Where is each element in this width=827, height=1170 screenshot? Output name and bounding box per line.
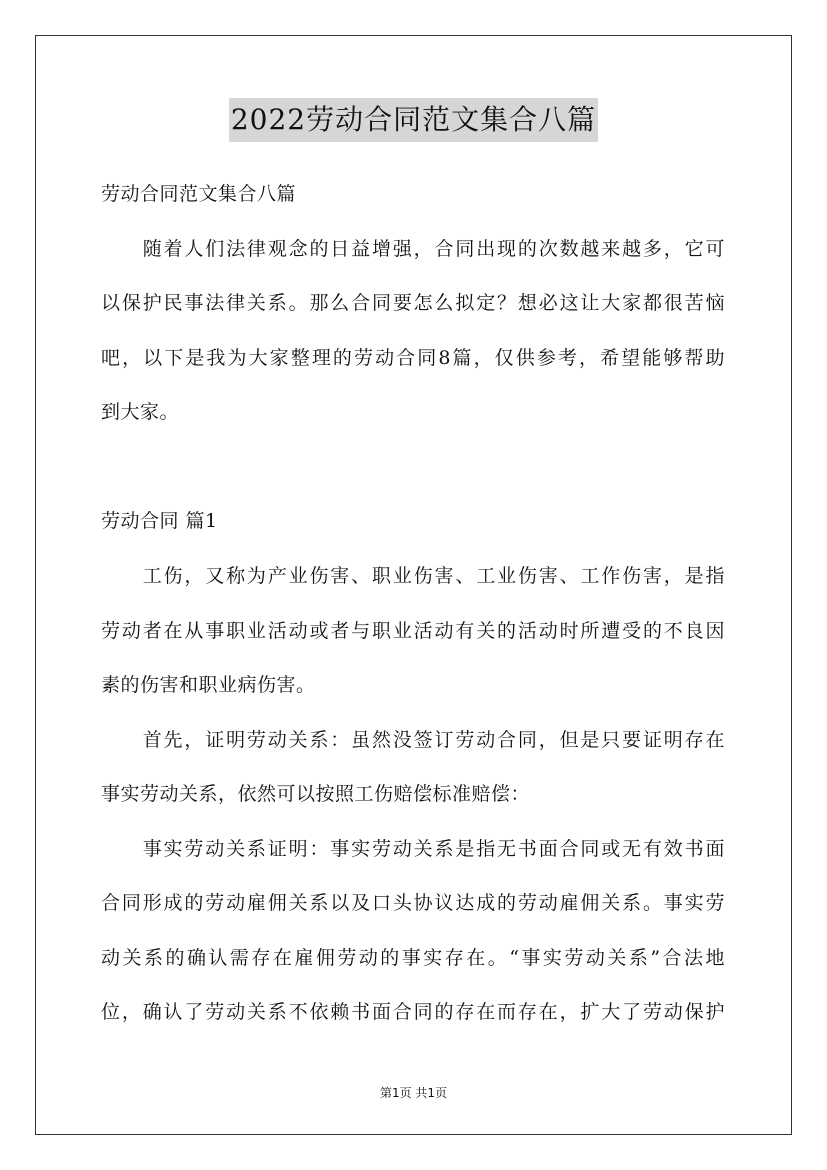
- body-line: 首先，证明劳动关系：虽然没签订劳动合同，但是只要证明存在: [101, 729, 725, 751]
- page-footer: 第1页 共1页: [379, 1086, 448, 1100]
- body-line: 吧，以下是我为大家整理的劳动合同8篇，仅供参考，希望能够帮助: [101, 347, 725, 369]
- body-line: 以保护民事法律关系。那么合同要怎么拟定？想必这让大家都很苦恼: [101, 292, 725, 314]
- body-line: 事实劳动关系证明：事实劳动关系是指无书面合同或无有效书面: [101, 838, 725, 860]
- subtitle-line: 劳动合同范文集合八篇: [101, 183, 297, 205]
- body-line: 素的伤害和职业病伤害。: [101, 674, 316, 696]
- body-line: 随着人们法律观念的日益增强，合同出现的次数越来越多，它可: [101, 238, 725, 260]
- body-line: 合同形成的劳动雇佣关系以及口头协议达成的劳动雇佣关系。事实劳: [101, 892, 725, 914]
- body-line: 到大家。: [101, 401, 180, 423]
- document-title-wrap: [0, 98, 827, 142]
- body-line: 位，确认了劳动关系不依赖书面合同的存在而存在，扩大了劳动保护: [101, 1001, 725, 1023]
- body-line: 动关系的确认需存在雇佣劳动的事实存在。“事实劳动关系”合法地: [101, 947, 725, 969]
- body-line: 工伤，又称为产业伤害、职业伤害、工业伤害、工作伤害，是指: [101, 565, 725, 587]
- section-heading: 劳动合同 篇1: [101, 510, 218, 532]
- body-line: 事实劳动关系，依然可以按照工伤赔偿标准赔偿：: [101, 783, 531, 805]
- document-title: 2022劳动合同范文集合八篇: [229, 98, 598, 142]
- body-line: 劳动者在从事职业活动或者与职业活动有关的活动时所遭受的不良因: [101, 620, 725, 642]
